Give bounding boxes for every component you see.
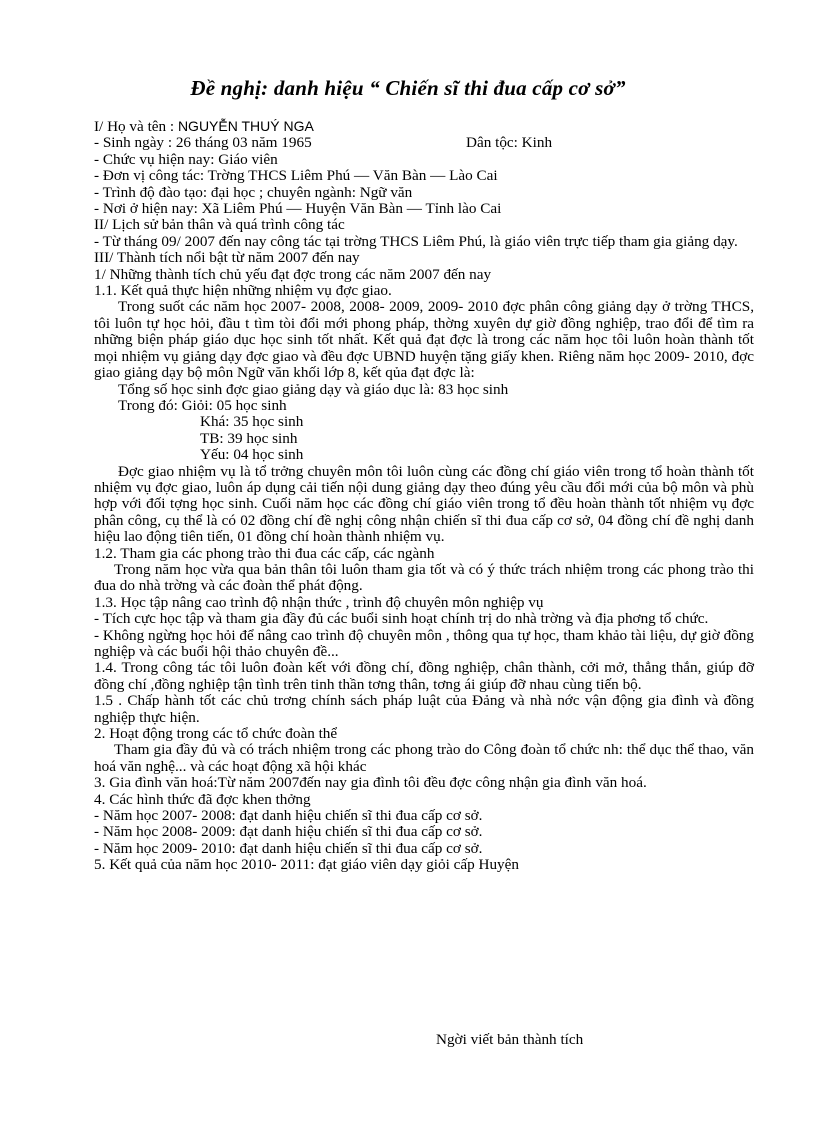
achievements-sub1: 1/ Những thành tích chủ yếu đạt đợc trong các năm 2007 đến nay (94, 265, 492, 283)
section-5: 5. Kết quả của năm học 2010- 2011: đạt giáo viên dạy giỏi cấp Huyện (94, 856, 519, 874)
section-1-3-title: 1.3. Học tập nâng cao trình độ nhận thức , trình độ chuyên môn nghiệp vụ (94, 593, 544, 611)
ethnicity: Dân tộc: Kinh (466, 134, 553, 152)
document-title: Đề nghị: danh hiệu “ Chiến sĩ thi đua cấp cơ sở” (190, 76, 626, 100)
achievements-heading: III/ Thành tích nổi bật từ năm 2007 đến nay (94, 249, 360, 267)
section-3: 3. Gia đình văn hoá:Từ năm 2007đến nay gia đình tôi đều đợc công nhận gia đình văn hoá. (94, 774, 647, 792)
section-2-paragraph: Tham gia đầy đủ và có trách nhiệm trong các phong trào do Công đoàn tổ chức nh: thể dục thể thao, văn hoá văn nghệ... và các hoạt động xã hội khác (94, 741, 754, 775)
student-gioi: Trong đó: Giỏi: 05 học sinh (118, 396, 287, 414)
award-item: - Năm học 2007- 2008: đạt danh hiệu chiến sĩ thi đua cấp cơ sở. (94, 807, 483, 825)
section-1-2-paragraph: Trong năm học vừa qua bản thân tôi luôn tham gia tốt và có ý thức trách nhiệm trong các phong trào thi đua do nhà trờng và các đoàn thể phát động. (94, 560, 754, 595)
signature-label: Ngời viết bản thành tích (436, 1031, 584, 1048)
residence: - Nơi ở hiện nay: Xã Liêm Phú — Huyện Văn Bàn — Tỉnh lào Cai (94, 200, 502, 218)
section-1-2-title: 1.2. Tham gia các phong trào thi đua các cấp, các ngành (94, 544, 435, 562)
student-yeu: Yếu: 04 học sinh (200, 446, 304, 464)
position: - Chức vụ hiện nay: Giáo viên (94, 150, 278, 168)
section-1-1-title: 1.1. Kết quả thực hiện những nhiệm vụ đợc giao. (94, 282, 392, 300)
workplace: - Đơn vị công tác: Trờng THCS Liêm Phú — Văn Bàn — Lào Cai (94, 167, 498, 185)
history-text: - Từ tháng 09/ 2007 đến nay công tác tại trờng THCS Liêm Phú, là giáo viên trực tiếp tham gia giảng dạy. (94, 232, 738, 250)
section-2-title: 2. Hoạt động trong các tổ chức đoàn thể (94, 725, 338, 743)
student-kha: Khá: 35 học sinh (200, 413, 304, 431)
award-item: - Năm học 2009- 2010: đạt danh hiệu chiến sĩ thi đua cấp cơ sở. (94, 839, 483, 857)
birth-date: - Sinh ngày : 26 tháng 03 năm 1965 (94, 134, 312, 152)
history-heading: II/ Lịch sử bản thân và quá trình công tác (94, 216, 345, 234)
section-1-3-item-a: - Tích cực học tập và tham gia đầy đủ các buổi sinh hoạt chính trị do nhà trờng và địa phơng tổ chức. (94, 610, 709, 628)
document-body (94, 118, 754, 874)
section-1-1-paragraph-2: Đợc giao nhiệm vụ là tổ trởng chuyên môn tôi luôn cùng các đồng chí giáo viên trong tổ hoàn thành tốt nhiệm vụ đợc giao, luôn áp dụng cải tiến nội dung giảng dạy theo đúng yêu cầu đổi mới của bộ môn và phù hợp với đối tợng học sinh. Cuối năm học các đồng chí giáo viên trong tổ đều hoàn thành tốt nhiệm vụ đợc phân công, cụ thể là có 02 đồng chí đề nghị công nhận chiến sĩ thi đua cấp cơ sở, 04 đồng chí đề nghị danh hiệu lao động tiên tiến, 01 đồng chí hoàn thành nhiệm vụ. (94, 462, 754, 546)
section-1-3-item-b: - Không ngừng học hỏi để nâng cao trình độ chuyên môn , thông qua tự học, tham khảo tài liệu, dự giờ đồng nghiệp và các buổi hội thảo chuyên đề... (94, 626, 754, 660)
birth-row (94, 135, 754, 151)
section-4-title: 4. Các hình thức đã đợc khen thởng (94, 790, 311, 808)
name-value: NGUYỄN THUÝ NGA (177, 118, 314, 134)
education: - Trình độ đào tạo: đại học ; chuyên ngành: Ngữ văn (94, 183, 413, 201)
section-1-5: 1.5 . Chấp hành tốt các chủ trơng chính sách pháp luật của Đảng và nhà nớc vận động gia đình và đồng nghiệp thực hiện. (94, 692, 754, 726)
section-1-1-paragraph: Trong suốt các năm học 2007- 2008, 2008- 2009, 2009- 2010 đợc phân công giảng dạy ở trờng THCS, tôi luôn tự học hỏi, đầu t tìm tòi đổi mới phong pháp, thờng xuyên dự giờ đồng nghiệp, trao đổi để tìm ra những biện pháp giáo dục học sinh tốt nhất. Kết quả đạt đợc là trong các năm học tôi luôn hoàn thành tốt mọi nhiệm vụ giảng dạy đợc giao và đều đợc UBND huyện tặng giấy khen. Riêng năm học 2009- 2010, đợc giao giảng dạy bộ môn Ngữ văn khối lớp 8, kết qủa đạt đợc là: (94, 298, 754, 382)
section-1-4: 1.4. Trong công tác tôi luôn đoàn kết với đồng chí, đồng nghiệp, chân thành, cởi mở, thẳng thắn, giúp đỡ đồng chí ,đồng nghiệp tận tình trên tinh thần tơng thân, tơng ái giúp đỡ nhau cùng tiến bộ. (94, 659, 754, 693)
student-total: Tổng số học sinh đợc giao giảng dạy và giáo dục là: 83 học sinh (118, 380, 509, 398)
name-label: I/ Họ và tên : (94, 118, 175, 135)
student-tb: TB: 39 học sinh (200, 429, 298, 447)
name-line (94, 118, 754, 135)
award-item: - Năm học 2008- 2009: đạt danh hiệu chiến sĩ thi đua cấp cơ sở. (94, 823, 483, 841)
